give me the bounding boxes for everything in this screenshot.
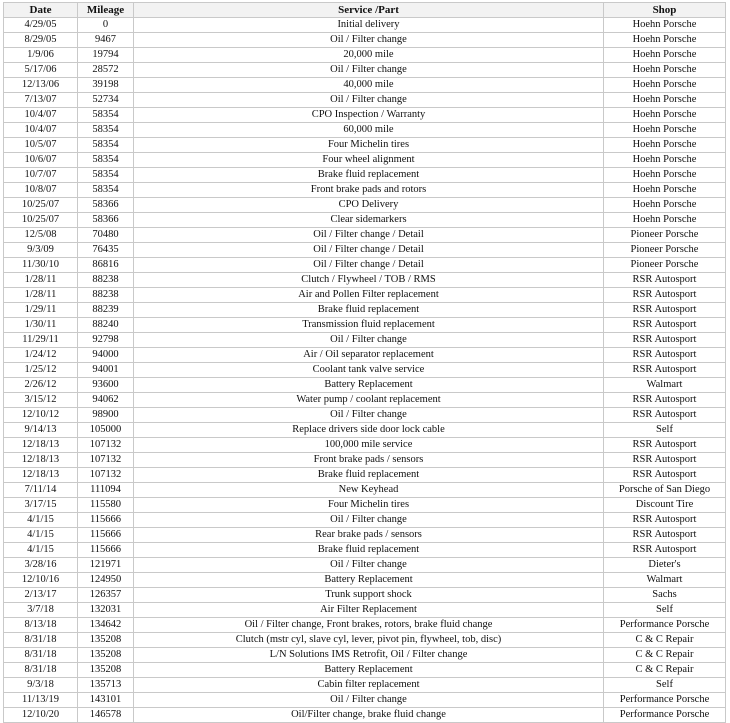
cell-shop[interactable]: RSR Autosport: [604, 528, 726, 543]
cell-shop[interactable]: Performance Porsche: [604, 693, 726, 708]
cell-mileage[interactable]: 107132: [78, 453, 134, 468]
cell-date[interactable]: 10/5/07: [4, 138, 78, 153]
cell-date[interactable]: 11/30/10: [4, 258, 78, 273]
cell-date[interactable]: 10/7/07: [4, 168, 78, 183]
table-row: [4, 303, 726, 318]
cell-mileage[interactable]: 58354: [78, 123, 134, 138]
cell-mileage[interactable]: 134642: [78, 618, 134, 633]
table-row: [4, 483, 726, 498]
table-row: [4, 663, 726, 678]
cell-date[interactable]: 10/25/07: [4, 213, 78, 228]
cell-service[interactable]: Four wheel alignment: [134, 153, 604, 168]
table-row: [4, 123, 726, 138]
cell-mileage[interactable]: 115666: [78, 528, 134, 543]
cell-service[interactable]: Brake fluid replacement: [134, 303, 604, 318]
cell-shop[interactable]: Self: [604, 678, 726, 693]
cell-service[interactable]: Replace drivers side door lock cable: [134, 423, 604, 438]
cell-date[interactable]: 3/7/18: [4, 603, 78, 618]
cell-date[interactable]: 1/29/11: [4, 303, 78, 318]
cell-mileage[interactable]: 76435: [78, 243, 134, 258]
cell-shop[interactable]: Self: [604, 603, 726, 618]
cell-service[interactable]: Oil / Filter change / Detail: [134, 228, 604, 243]
cell-mileage[interactable]: 115666: [78, 513, 134, 528]
table-row: [4, 168, 726, 183]
cell-date[interactable]: 9/14/13: [4, 423, 78, 438]
table-row: [4, 258, 726, 273]
cell-shop[interactable]: Self: [604, 423, 726, 438]
cell-mileage[interactable]: 28572: [78, 63, 134, 78]
table-row: [4, 318, 726, 333]
cell-service[interactable]: Air / Oil separator replacement: [134, 348, 604, 363]
cell-shop[interactable]: RSR Autosport: [604, 408, 726, 423]
cell-service[interactable]: Brake fluid replacement: [134, 468, 604, 483]
cell-service[interactable]: 40,000 mile: [134, 78, 604, 93]
cell-shop[interactable]: C & C Repair: [604, 633, 726, 648]
cell-shop[interactable]: C & C Repair: [604, 648, 726, 663]
cell-mileage[interactable]: 143101: [78, 693, 134, 708]
table-row: [4, 93, 726, 108]
cell-service[interactable]: L/N Solutions IMS Retrofit, Oil / Filter change: [134, 648, 604, 663]
cell-mileage[interactable]: 135208: [78, 633, 134, 648]
cell-shop[interactable]: Pioneer Porsche: [604, 228, 726, 243]
cell-service[interactable]: Clear sidemarkers: [134, 213, 604, 228]
cell-service[interactable]: Clutch / Flywheel / TOB / RMS: [134, 273, 604, 288]
cell-date[interactable]: 1/28/11: [4, 288, 78, 303]
cell-shop[interactable]: Hoehn Porsche: [604, 168, 726, 183]
table-row: [4, 33, 726, 48]
cell-mileage[interactable]: 94062: [78, 393, 134, 408]
cell-shop[interactable]: RSR Autosport: [604, 273, 726, 288]
table-row: [4, 408, 726, 423]
cell-date[interactable]: 10/4/07: [4, 123, 78, 138]
table-row: [4, 138, 726, 153]
cell-date[interactable]: 8/29/05: [4, 33, 78, 48]
cell-service[interactable]: Battery Replacement: [134, 663, 604, 678]
table-row: [4, 18, 726, 33]
cell-mileage[interactable]: 135713: [78, 678, 134, 693]
cell-shop[interactable]: Hoehn Porsche: [604, 213, 726, 228]
cell-service[interactable]: 60,000 mile: [134, 123, 604, 138]
table-row: [4, 63, 726, 78]
cell-date[interactable]: 10/25/07: [4, 198, 78, 213]
cell-mileage[interactable]: 93600: [78, 378, 134, 393]
table-row: [4, 573, 726, 588]
cell-mileage[interactable]: 92798: [78, 333, 134, 348]
cell-date[interactable]: 12/10/20: [4, 708, 78, 723]
cell-date[interactable]: 10/6/07: [4, 153, 78, 168]
cell-mileage[interactable]: 115580: [78, 498, 134, 513]
cell-shop[interactable]: Discount Tire: [604, 498, 726, 513]
cell-date[interactable]: 10/4/07: [4, 108, 78, 123]
cell-date[interactable]: 4/1/15: [4, 513, 78, 528]
table-row: [4, 513, 726, 528]
cell-service[interactable]: Oil / Filter change / Detail: [134, 258, 604, 273]
cell-date[interactable]: 3/15/12: [4, 393, 78, 408]
table-row: [4, 678, 726, 693]
cell-date[interactable]: 7/13/07: [4, 93, 78, 108]
table-row: [4, 693, 726, 708]
cell-service[interactable]: Air and Pollen Filter replacement: [134, 288, 604, 303]
table-row: [4, 333, 726, 348]
cell-mileage[interactable]: 19794: [78, 48, 134, 63]
table-row: [4, 78, 726, 93]
cell-service[interactable]: CPO Inspection / Warranty: [134, 108, 604, 123]
cell-mileage[interactable]: 107132: [78, 468, 134, 483]
cell-mileage[interactable]: 58366: [78, 213, 134, 228]
cell-shop[interactable]: RSR Autosport: [604, 438, 726, 453]
cell-date[interactable]: 10/8/07: [4, 183, 78, 198]
cell-shop[interactable]: RSR Autosport: [604, 288, 726, 303]
cell-mileage[interactable]: 94000: [78, 348, 134, 363]
cell-service[interactable]: Brake fluid replacement: [134, 168, 604, 183]
cell-mileage[interactable]: 121971: [78, 558, 134, 573]
table-row: [4, 528, 726, 543]
cell-date[interactable]: 12/10/12: [4, 408, 78, 423]
cell-mileage[interactable]: 126357: [78, 588, 134, 603]
cell-service[interactable]: Transmission fluid replacement: [134, 318, 604, 333]
cell-service[interactable]: Oil / Filter change: [134, 408, 604, 423]
cell-date[interactable]: 4/1/15: [4, 528, 78, 543]
table-row: [4, 273, 726, 288]
table-row: [4, 393, 726, 408]
cell-shop[interactable]: RSR Autosport: [604, 453, 726, 468]
cell-date[interactable]: 8/13/18: [4, 618, 78, 633]
table-header: [4, 3, 726, 18]
cell-mileage[interactable]: 0: [78, 18, 134, 33]
cell-mileage[interactable]: 88238: [78, 273, 134, 288]
cell-service[interactable]: Initial delivery: [134, 18, 604, 33]
table-row: [4, 243, 726, 258]
cell-service[interactable]: CPO Delivery: [134, 198, 604, 213]
cell-service[interactable]: Oil/Filter change, brake fluid change: [134, 708, 604, 723]
cell-service[interactable]: Battery Replacement: [134, 378, 604, 393]
table-row: [4, 348, 726, 363]
table-row: [4, 378, 726, 393]
cell-date[interactable]: 1/9/06: [4, 48, 78, 63]
cell-shop[interactable]: C & C Repair: [604, 663, 726, 678]
cell-date[interactable]: 4/1/15: [4, 543, 78, 558]
cell-date[interactable]: 12/18/13: [4, 468, 78, 483]
cell-service[interactable]: New Keyhead: [134, 483, 604, 498]
cell-service[interactable]: Front brake pads and rotors: [134, 183, 604, 198]
cell-service[interactable]: Coolant tank valve service: [134, 363, 604, 378]
cell-service[interactable]: 20,000 mile: [134, 48, 604, 63]
cell-mileage[interactable]: 105000: [78, 423, 134, 438]
table-row: [4, 633, 726, 648]
cell-service[interactable]: 100,000 mile service: [134, 438, 604, 453]
cell-mileage[interactable]: 111094: [78, 483, 134, 498]
cell-date[interactable]: 8/31/18: [4, 633, 78, 648]
cell-mileage[interactable]: 58366: [78, 198, 134, 213]
cell-service[interactable]: Oil / Filter change: [134, 693, 604, 708]
cell-shop[interactable]: Hoehn Porsche: [604, 123, 726, 138]
table-body: [4, 18, 726, 723]
column-header-shop[interactable]: Shop: [604, 3, 726, 18]
table-row: [4, 498, 726, 513]
cell-date[interactable]: 2/26/12: [4, 378, 78, 393]
cell-mileage[interactable]: 9467: [78, 33, 134, 48]
cell-shop[interactable]: Hoehn Porsche: [604, 78, 726, 93]
cell-shop[interactable]: RSR Autosport: [604, 393, 726, 408]
cell-date[interactable]: 4/29/05: [4, 18, 78, 33]
column-header-date[interactable]: Date: [4, 3, 78, 18]
table-row: [4, 543, 726, 558]
cell-service[interactable]: Oil / Filter change / Detail: [134, 243, 604, 258]
cell-mileage[interactable]: 58354: [78, 138, 134, 153]
cell-service[interactable]: Oil / Filter change: [134, 93, 604, 108]
cell-mileage[interactable]: 58354: [78, 168, 134, 183]
cell-service[interactable]: Oil / Filter change: [134, 333, 604, 348]
cell-shop[interactable]: Walmart: [604, 573, 726, 588]
cell-date[interactable]: 9/3/18: [4, 678, 78, 693]
cell-shop[interactable]: RSR Autosport: [604, 543, 726, 558]
cell-shop[interactable]: RSR Autosport: [604, 513, 726, 528]
cell-service[interactable]: Brake fluid replacement: [134, 543, 604, 558]
cell-shop[interactable]: Porsche of San Diego: [604, 483, 726, 498]
cell-mileage[interactable]: 107132: [78, 438, 134, 453]
cell-mileage[interactable]: 39198: [78, 78, 134, 93]
cell-mileage[interactable]: 58354: [78, 183, 134, 198]
cell-mileage[interactable]: 135208: [78, 663, 134, 678]
cell-shop[interactable]: Pioneer Porsche: [604, 258, 726, 273]
cell-date[interactable]: 8/31/18: [4, 663, 78, 678]
cell-shop[interactable]: Hoehn Porsche: [604, 153, 726, 168]
cell-shop[interactable]: RSR Autosport: [604, 333, 726, 348]
cell-date[interactable]: 12/13/06: [4, 78, 78, 93]
cell-date[interactable]: 1/25/12: [4, 363, 78, 378]
cell-service[interactable]: Trunk support shock: [134, 588, 604, 603]
cell-shop[interactable]: Walmart: [604, 378, 726, 393]
cell-shop[interactable]: Hoehn Porsche: [604, 18, 726, 33]
cell-service[interactable]: Oil / Filter change: [134, 513, 604, 528]
cell-shop[interactable]: Performance Porsche: [604, 618, 726, 633]
cell-service[interactable]: Cabin filter replacement: [134, 678, 604, 693]
cell-mileage[interactable]: 88239: [78, 303, 134, 318]
column-header-service[interactable]: Service /Part: [134, 3, 604, 18]
cell-service[interactable]: Four Michelin tires: [134, 498, 604, 513]
table-row: [4, 648, 726, 663]
cell-service[interactable]: Air Filter Replacement: [134, 603, 604, 618]
cell-service[interactable]: Oil / Filter change, Front brakes, rotors, brake fluid change: [134, 618, 604, 633]
cell-date[interactable]: 5/17/06: [4, 63, 78, 78]
cell-mileage[interactable]: 98900: [78, 408, 134, 423]
cell-shop[interactable]: Pioneer Porsche: [604, 243, 726, 258]
cell-shop[interactable]: RSR Autosport: [604, 468, 726, 483]
cell-shop[interactable]: RSR Autosport: [604, 303, 726, 318]
table-row: [4, 453, 726, 468]
cell-date[interactable]: 1/30/11: [4, 318, 78, 333]
cell-date[interactable]: 12/5/08: [4, 228, 78, 243]
cell-service[interactable]: Water pump / coolant replacement: [134, 393, 604, 408]
cell-date[interactable]: 11/29/11: [4, 333, 78, 348]
cell-shop[interactable]: Hoehn Porsche: [604, 63, 726, 78]
cell-mileage[interactable]: 94001: [78, 363, 134, 378]
cell-shop[interactable]: Sachs: [604, 588, 726, 603]
table-row: [4, 153, 726, 168]
cell-mileage[interactable]: 52734: [78, 93, 134, 108]
cell-date[interactable]: 7/11/14: [4, 483, 78, 498]
cell-date[interactable]: 1/24/12: [4, 348, 78, 363]
cell-date[interactable]: 9/3/09: [4, 243, 78, 258]
cell-date[interactable]: 3/17/15: [4, 498, 78, 513]
cell-mileage[interactable]: 70480: [78, 228, 134, 243]
cell-shop[interactable]: Hoehn Porsche: [604, 138, 726, 153]
cell-date[interactable]: 2/13/17: [4, 588, 78, 603]
cell-shop[interactable]: Hoehn Porsche: [604, 183, 726, 198]
cell-shop[interactable]: Performance Porsche: [604, 708, 726, 723]
cell-mileage[interactable]: 115666: [78, 543, 134, 558]
table-row: [4, 708, 726, 723]
cell-shop[interactable]: RSR Autosport: [604, 318, 726, 333]
cell-date[interactable]: 12/18/13: [4, 438, 78, 453]
cell-service[interactable]: Oil / Filter change: [134, 63, 604, 78]
table-row: [4, 213, 726, 228]
cell-mileage[interactable]: 88240: [78, 318, 134, 333]
table-row: [4, 198, 726, 213]
cell-mileage[interactable]: 88238: [78, 288, 134, 303]
cell-shop[interactable]: Hoehn Porsche: [604, 48, 726, 63]
table-row: [4, 558, 726, 573]
cell-shop[interactable]: Hoehn Porsche: [604, 198, 726, 213]
table-row: [4, 603, 726, 618]
cell-shop[interactable]: Hoehn Porsche: [604, 33, 726, 48]
cell-shop[interactable]: RSR Autosport: [604, 348, 726, 363]
cell-mileage[interactable]: 58354: [78, 108, 134, 123]
table-row: [4, 468, 726, 483]
cell-date[interactable]: 3/28/16: [4, 558, 78, 573]
cell-shop[interactable]: Hoehn Porsche: [604, 93, 726, 108]
cell-mileage[interactable]: 132031: [78, 603, 134, 618]
cell-mileage[interactable]: 58354: [78, 153, 134, 168]
cell-date[interactable]: 12/10/16: [4, 573, 78, 588]
cell-service[interactable]: Rear brake pads / sensors: [134, 528, 604, 543]
table-row: [4, 288, 726, 303]
cell-service[interactable]: Four Michelin tires: [134, 138, 604, 153]
cell-date[interactable]: 12/18/13: [4, 453, 78, 468]
cell-date[interactable]: 11/13/19: [4, 693, 78, 708]
table-row: [4, 618, 726, 633]
cell-shop[interactable]: RSR Autosport: [604, 363, 726, 378]
table-row: [4, 183, 726, 198]
header-row: [4, 3, 726, 18]
cell-mileage[interactable]: 124950: [78, 573, 134, 588]
table-row: [4, 108, 726, 123]
cell-date[interactable]: 8/31/18: [4, 648, 78, 663]
table-row: [4, 48, 726, 63]
cell-shop[interactable]: Dieter's: [604, 558, 726, 573]
cell-mileage[interactable]: 135208: [78, 648, 134, 663]
cell-service[interactable]: Battery Replacement: [134, 573, 604, 588]
cell-mileage[interactable]: 86816: [78, 258, 134, 273]
table-row: [4, 423, 726, 438]
cell-date[interactable]: 1/28/11: [4, 273, 78, 288]
table-row: [4, 228, 726, 243]
cell-shop[interactable]: Hoehn Porsche: [604, 108, 726, 123]
cell-service[interactable]: Oil / Filter change: [134, 558, 604, 573]
cell-service[interactable]: Clutch (mstr cyl, slave cyl, lever, pivot pin, flywheel, tob, disc): [134, 633, 604, 648]
cell-service[interactable]: Oil / Filter change: [134, 33, 604, 48]
column-header-mileage[interactable]: Mileage: [78, 3, 134, 18]
cell-mileage[interactable]: 146578: [78, 708, 134, 723]
table-row: [4, 438, 726, 453]
table-row: [4, 588, 726, 603]
cell-service[interactable]: Front brake pads / sensors: [134, 453, 604, 468]
table-row: [4, 363, 726, 378]
service-history-table: [3, 2, 726, 723]
